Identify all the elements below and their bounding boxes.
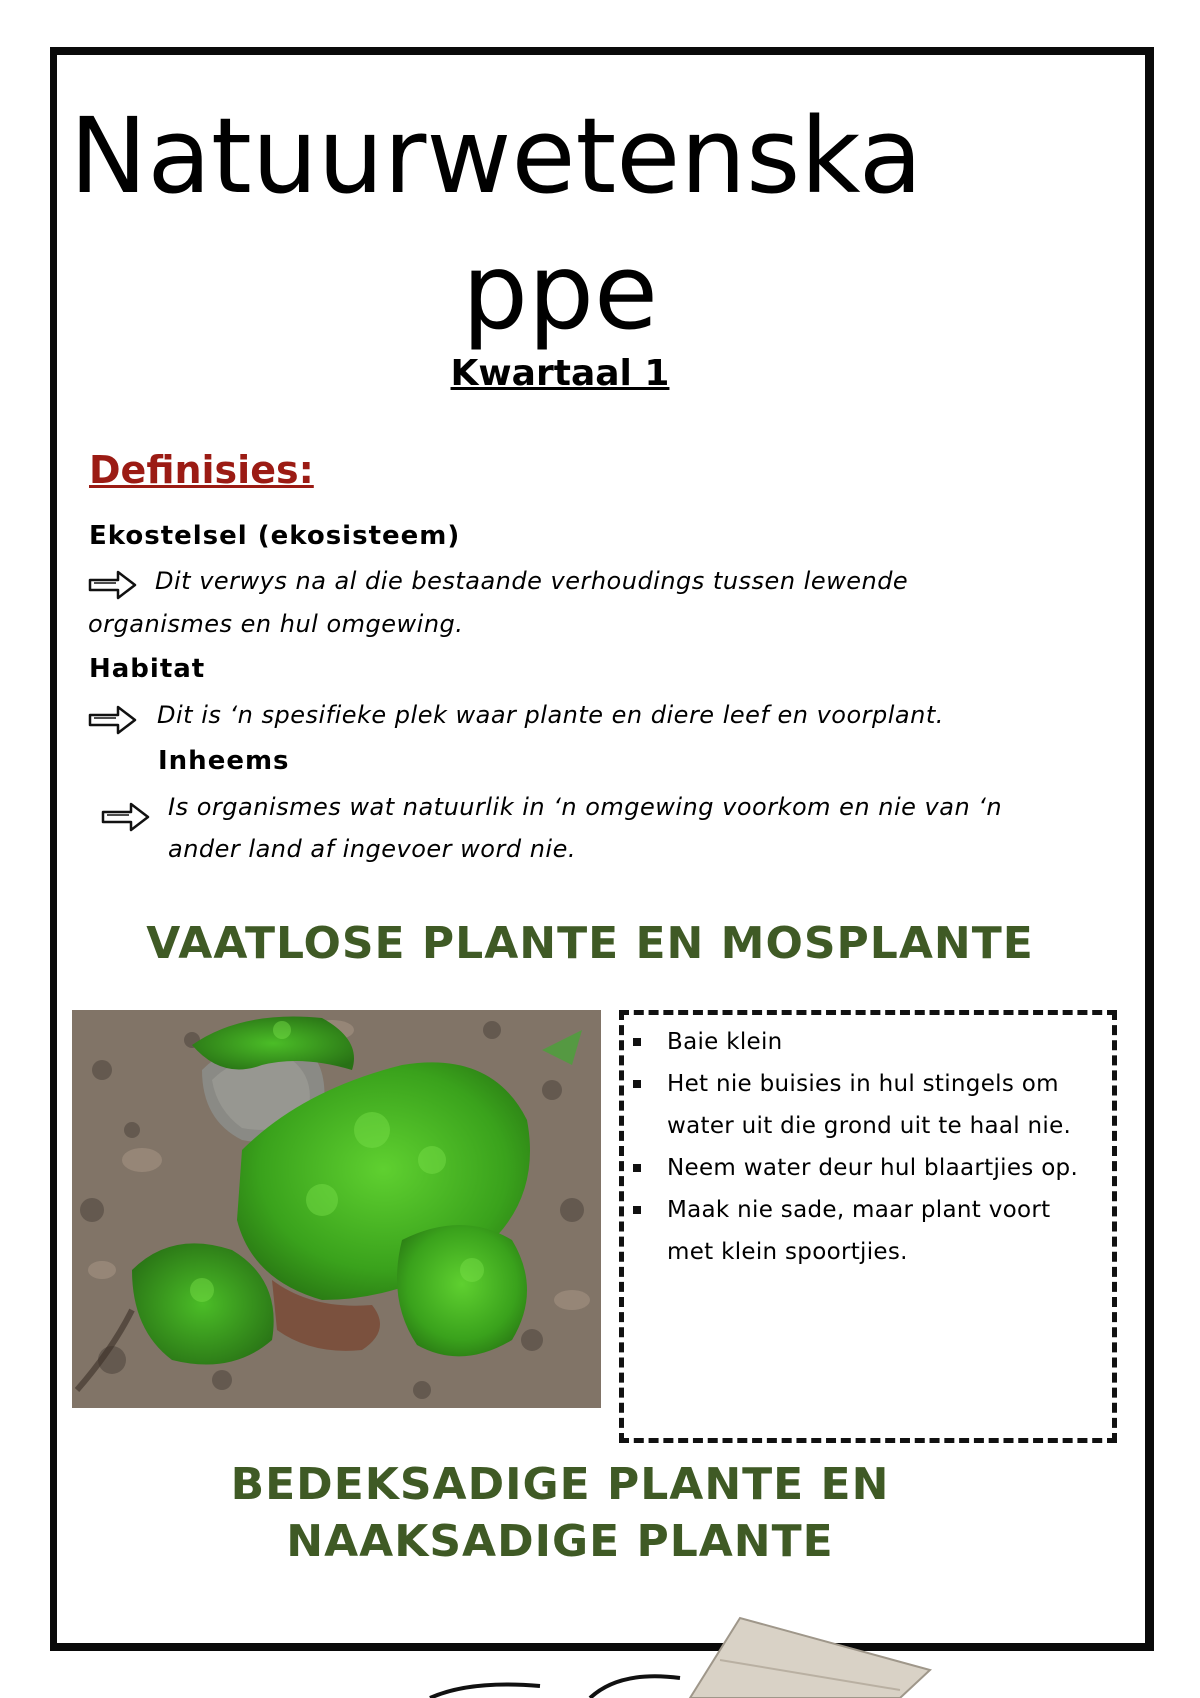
- bullet-icon: [633, 1080, 641, 1088]
- moss-facts-box: [619, 1010, 1117, 1443]
- bullet-icon: [633, 1206, 641, 1214]
- page-title-line2: ppe: [461, 231, 658, 353]
- list-item: Maak nie sade, maar plant voort met klein spoortjies.: [667, 1189, 1092, 1273]
- list-item: Het nie buisies in hul stingels om water uit die grond uit te haal nie.: [667, 1063, 1092, 1147]
- section-title-bedeksadige: [0, 1456, 1120, 1570]
- definition-line: ander land af ingevoer word nie.: [168, 835, 576, 863]
- bullet-icon: [633, 1164, 641, 1172]
- definition-line: Dit verwys na al die bestaande verhoudings tussen lewende: [155, 567, 909, 595]
- arrow-right-icon: [101, 800, 151, 834]
- arrow-right-icon: [88, 703, 138, 737]
- section-title-line: NAAKSADIGE PLANTE: [286, 1516, 834, 1567]
- list-item: Neem water deur hul blaartjies op.: [667, 1147, 1092, 1189]
- moss-on-rocks-image: [72, 1010, 601, 1408]
- term-subtitle: Kwartaal 1: [450, 353, 670, 394]
- definition-term-habitat: Habitat: [89, 654, 206, 684]
- page-title: [60, 88, 1060, 360]
- moss-facts-list: [624, 1015, 1112, 1273]
- arrow-right-icon: [88, 568, 138, 602]
- definition-line: Dit is ‘n spesifieke plek waar plante en diere leef en voorplant.: [157, 701, 944, 729]
- definitions-heading: Definisies:: [89, 448, 314, 492]
- page-title-line1: Natuurwetenska: [69, 95, 923, 217]
- definition-term-inheems: Inheems: [158, 746, 290, 776]
- definition-line: organismes en hul omgewing.: [88, 610, 464, 638]
- section-title-vaatlose: VAATLOSE PLANTE EN MOSPLANTE: [146, 918, 1034, 969]
- definition-term-ecosystem: Ekostelsel (ekosisteem): [89, 521, 461, 551]
- section-title-line: BEDEKSADIGE PLANTE EN: [230, 1459, 890, 1510]
- moss-photo: [72, 1010, 601, 1408]
- decorative-bottom-art: [420, 1600, 1020, 1698]
- bullet-icon: [633, 1038, 641, 1046]
- definition-line: Is organismes wat natuurlik in ‘n omgewing voorkom en nie van ‘n: [168, 793, 1003, 821]
- list-item: Baie klein: [667, 1021, 1092, 1063]
